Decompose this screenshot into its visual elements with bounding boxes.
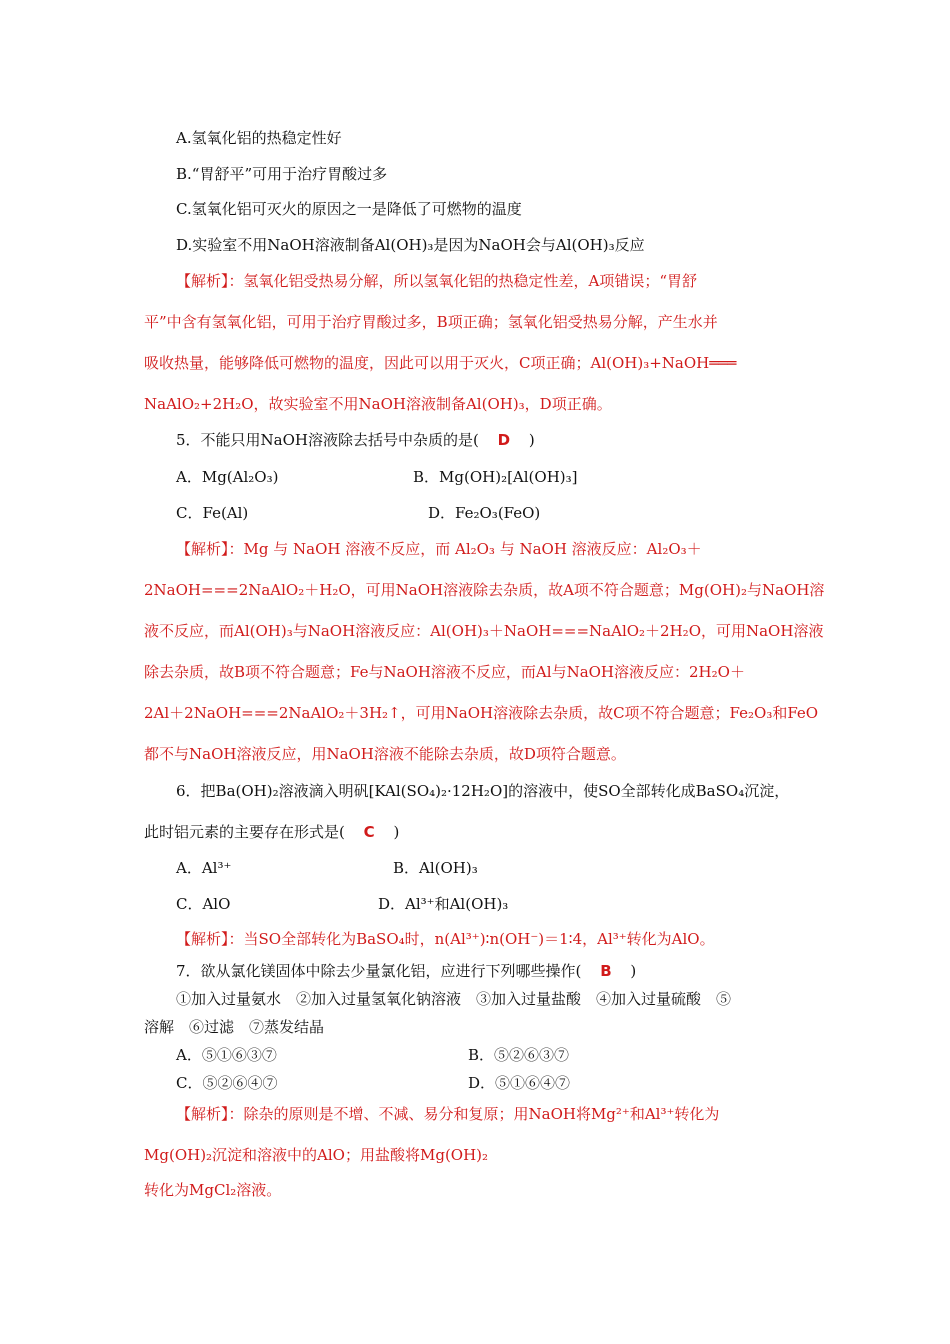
q7-option-b: B．⑤②⑥③⑦	[468, 1046, 570, 1064]
q5-stem-text: 5．不能只用NaOH溶液除去括号中杂质的是(	[176, 431, 479, 449]
q6-stem-line-2	[144, 822, 399, 842]
q7-option-c: C．⑤②⑥④⑦	[176, 1074, 278, 1092]
q7-operations-line-2: 溶解 ⑥过滤 ⑦蒸发结晶	[144, 1018, 325, 1036]
q4-explanation-line-4: NaAlO₂+2H₂O，故实验室不用NaOH溶液制备Al(OH)₃，D项正确。	[144, 395, 612, 413]
q7-explanation-line-3: 转化为MgCl₂溶液。	[144, 1181, 282, 1199]
q4-option-a: A.氢氧化铝的热稳定性好	[176, 129, 342, 147]
q5-explanation-line-4: 除去杂质，故B项不符合题意；Fe与NaOH溶液不反应，而Al与NaOH溶液反应：2H₂O＋	[144, 663, 745, 681]
q5-explanation-line-2: 2NaOH===2NaAlO₂＋H₂O，可用NaOH溶液除去杂质，故A项不符合题意；Mg(OH)₂与NaOH溶	[144, 581, 825, 599]
q6-answer: C	[363, 823, 375, 841]
q7-stem	[176, 961, 636, 981]
q4-explanation-line-1: 【解析】：氢氧化铝受热易分解，所以氢氧化铝的热稳定性差，A项错误；“胃舒	[176, 272, 698, 290]
q5-option-c: C．Fe(Al)	[176, 504, 249, 522]
q5-option-a: A．Mg(Al₂O₃)	[176, 468, 279, 486]
q4-option-b: B.“胃舒平”可用于治疗胃酸过多	[176, 165, 388, 183]
q6-stem-line-1: 6．把Ba(OH)₂溶液滴入明矾[KAl(SO₄)₂·12H₂O]的溶液中，使SO全部转化成BaSO₄沉淀，	[176, 782, 790, 800]
q7-explanation-line-1: 【解析】：除杂的原则是不增、不减、易分和复原；用NaOH将Mg²⁺和Al³⁺转化为	[176, 1105, 720, 1123]
q7-answer: B	[600, 962, 612, 980]
q7-option-a: A．⑤①⑥③⑦	[176, 1046, 277, 1064]
q7-operations-line-1: ①加入过量氨水 ②加入过量氢氧化钠溶液 ③加入过量盐酸 ④加入过量硫酸 ⑤	[176, 990, 732, 1008]
q4-explanation-line-3: 吸收热量，能够降低可燃物的温度，因此可以用于灭火，C项正确；Al(OH)₃+NaOH═══	[144, 354, 737, 372]
q4-option-c: C.氢氧化铝可灭火的原因之一是降低了可燃物的温度	[176, 200, 522, 218]
q5-stem-close: )	[528, 431, 535, 449]
q5-explanation-line-5: 2Al＋2NaOH===2NaAlO₂＋3H₂↑，可用NaOH溶液除去杂质，故C项不符合题意；Fe₂O₃和FeO	[144, 704, 819, 722]
q5-option-b: B．Mg(OH)₂[Al(OH)₃]	[413, 468, 578, 486]
q5-answer: D	[497, 431, 511, 449]
q5-option-d: D．Fe₂O₃(FeO)	[428, 504, 541, 522]
q5-explanation-line-1: 【解析】：Mg 与 NaOH 溶液不反应，而 Al₂O₃ 与 NaOH 溶液反应：Al₂O₃＋	[176, 540, 702, 558]
q7-stem-text: 7．欲从氯化镁固体中除去少量氯化铝，应进行下列哪些操作(	[176, 962, 582, 980]
q7-stem-close: )	[630, 962, 637, 980]
q6-option-c: C．AlO	[176, 895, 231, 913]
q4-option-d: D.实验室不用NaOH溶液制备Al(OH)₃是因为NaOH会与Al(OH)₃反应	[176, 236, 645, 254]
q7-option-d: D．⑤①⑥④⑦	[468, 1074, 571, 1092]
q6-option-a: A．Al³⁺	[176, 859, 232, 877]
q4-explanation-line-2: 平”中含有氢氧化铝，可用于治疗胃酸过多，B项正确；氢氧化铝受热易分解，产生水并	[144, 313, 718, 331]
q6-option-d: D．Al³⁺和Al(OH)₃	[378, 895, 509, 913]
q6-stem-text: 此时铝元素的主要存在形式是(	[144, 823, 345, 841]
q7-explanation-line-2: Mg(OH)₂沉淀和溶液中的AlO；用盐酸将Mg(OH)₂	[144, 1146, 489, 1164]
q5-stem	[176, 430, 535, 450]
q6-explanation: 【解析】：当SO全部转化为BaSO₄时，n(Al³⁺)∶n(OH⁻)＝1∶4，Al³⁺转化为AlO。	[176, 930, 715, 948]
q5-explanation-line-6: 都不与NaOH溶液反应，用NaOH溶液不能除去杂质，故D项符合题意。	[144, 745, 626, 763]
q6-stem-close: )	[393, 823, 400, 841]
q5-explanation-line-3: 液不反应，而Al(OH)₃与NaOH溶液反应：Al(OH)₃＋NaOH===NaAlO₂＋2H₂O，可用NaOH溶液	[144, 622, 824, 640]
q6-option-b: B．Al(OH)₃	[393, 859, 478, 877]
